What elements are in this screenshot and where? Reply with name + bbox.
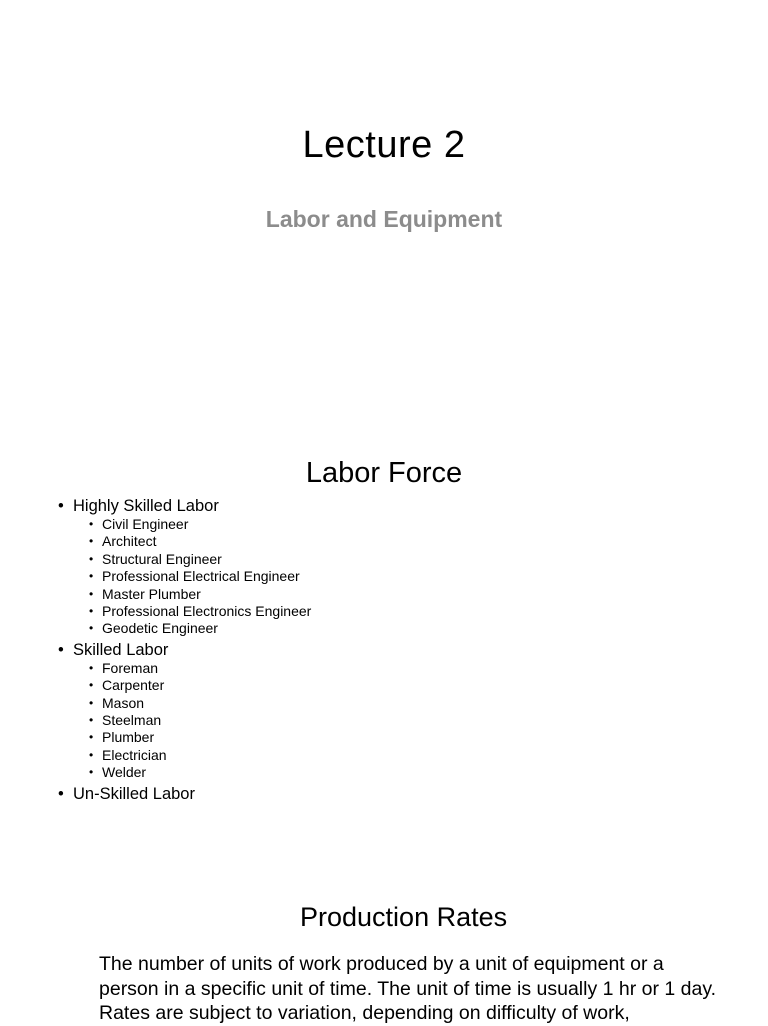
bullet-label: Highly Skilled Labor [73, 497, 219, 515]
bullet-label: Skilled Labor [73, 640, 169, 659]
sub-bullet-item: • Welder [87, 764, 311, 781]
slide-production-rates [0, 880, 768, 1024]
labor-force-list [58, 494, 311, 804]
sub-bullet-list [87, 516, 311, 638]
sub-bullet-item: • Professional Electrical Engineer [87, 568, 311, 585]
sub-bullet-item: • Geodetic Engineer [87, 620, 311, 637]
sub-bullet-item: • Foreman [87, 660, 311, 677]
sub-bullet-item: • Plumber [87, 729, 311, 746]
sub-bullet-item: • Electrician [87, 747, 311, 764]
bullet-skilled-labor [58, 640, 311, 782]
slide-labor-force [0, 440, 768, 840]
sub-bullet-item: • Mason [87, 695, 311, 712]
slide-lecture-title [0, 0, 768, 410]
sub-bullet-item: • Professional Electronics Engineer [87, 603, 311, 620]
sub-bullet-list [87, 660, 311, 782]
lecture-subtitle: Labor and Equipment [265, 206, 503, 232]
sub-bullet-item: • Architect [87, 533, 311, 550]
bullet-highly-skilled-labor [58, 496, 311, 638]
sub-bullet-item: • Master Plumber [87, 586, 311, 603]
sub-bullet-item: • Steelman [87, 712, 311, 729]
sub-bullet-item: • Structural Engineer [87, 551, 311, 568]
sub-bullet-item: • Civil Engineer [87, 516, 311, 533]
lecture-title: Lecture 2 [302, 124, 466, 166]
bullet-label: Un-Skilled Labor [73, 784, 195, 803]
bullet-unskilled-labor [58, 784, 311, 804]
production-rates-title: Production Rates [300, 902, 508, 932]
sub-bullet-item: • Carpenter [87, 677, 311, 694]
production-rates-body: The number of units of work produced by a unit of equipment or a person in a specific unit of time. The unit of time is usually 1 hr or 1 day. Rates are subject to variation, depending on difficulty of work, [99, 953, 717, 1024]
labor-force-title: Labor Force [305, 457, 463, 489]
